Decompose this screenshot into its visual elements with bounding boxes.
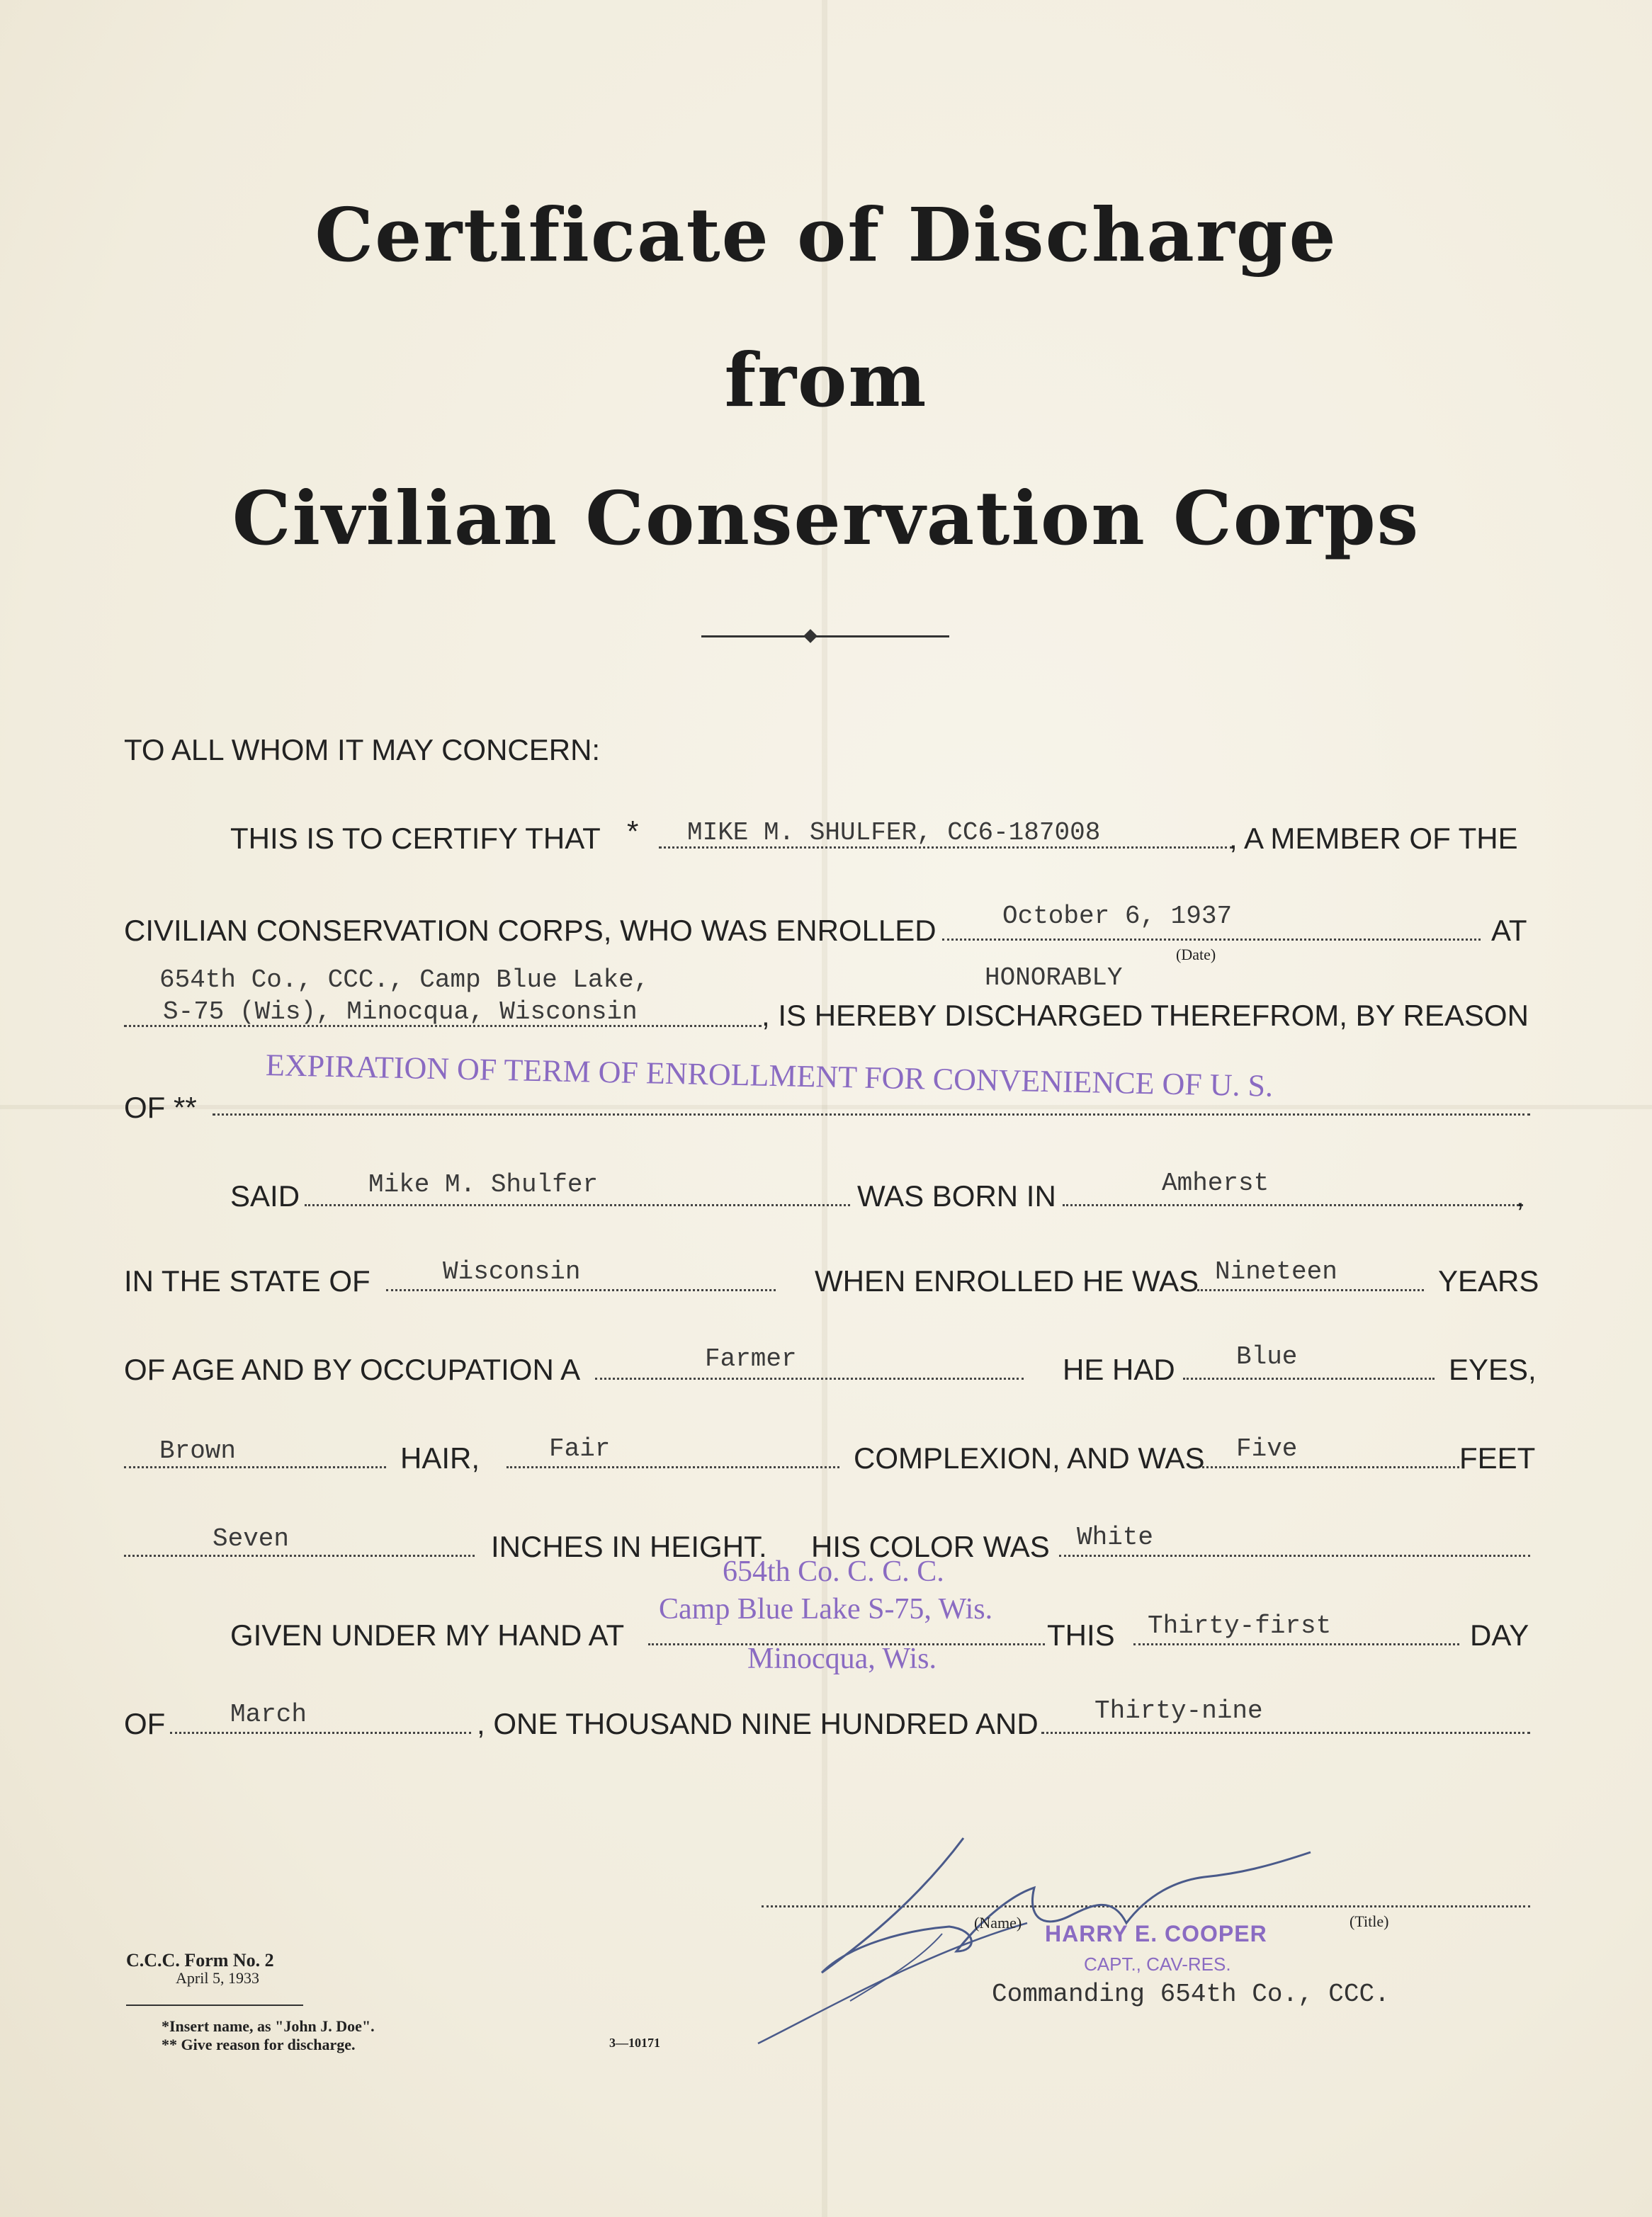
inches-line — [124, 1555, 475, 1557]
eyes-value: Blue — [1236, 1342, 1298, 1371]
name-value: MIKE M. SHULFER, CC6-187008 — [687, 818, 1101, 847]
feet-line — [1197, 1466, 1459, 1468]
he-had: HE HAD — [1063, 1353, 1175, 1386]
salutation: TO ALL WHOM IT MAY CONCERN: — [124, 733, 601, 766]
said-name-line — [305, 1204, 850, 1206]
enrolled-date-value: October 6, 1937 — [1002, 902, 1233, 931]
this-label: THIS — [1047, 1618, 1115, 1652]
month-value: March — [230, 1700, 307, 1729]
complexion-line — [507, 1466, 839, 1468]
of-label: OF — [124, 1707, 166, 1740]
date-caption: (Date) — [1176, 946, 1216, 963]
hair-value: Brown — [159, 1436, 237, 1465]
given-stamp-line-3: Minocqua, Wis. — [747, 1643, 937, 1675]
day-value: Thirty-first — [1148, 1611, 1332, 1640]
state-value: Wisconsin — [443, 1257, 581, 1286]
day-line — [1133, 1643, 1459, 1645]
given-place-line — [648, 1643, 1045, 1645]
hair-line — [124, 1466, 386, 1468]
title-line-3: Civilian Conservation Corps — [232, 475, 1420, 562]
said-name-value: Mike M. Shulfer — [368, 1170, 599, 1199]
when-enrolled: WHEN ENROLLED HE WAS — [815, 1264, 1199, 1298]
complexion-label: COMPLEXION, AND WAS — [854, 1441, 1205, 1475]
reason-stamp: EXPIRATION OF TERM OF ENROLLMENT FOR CONVENIENCE OF U. S. — [265, 1048, 1274, 1104]
footnote-1: *Insert name, as "John J. Doe". — [162, 2017, 375, 2035]
given-under: GIVEN UNDER MY HAND AT — [230, 1618, 625, 1652]
year-line — [1041, 1732, 1530, 1734]
reason-line — [213, 1113, 1530, 1116]
at-label: AT — [1491, 914, 1527, 947]
title-caption: (Title) — [1350, 1912, 1389, 1930]
ccc-enrolled: CIVILIAN CONSERVATION CORPS, WHO WAS ENROLLED — [124, 914, 937, 947]
name-caption: (Name) — [974, 1914, 1022, 1932]
inches-value: Seven — [213, 1524, 290, 1553]
feet-label: FEET — [1459, 1441, 1536, 1475]
signer-stamp-rank: CAPT., CAV-RES. — [1084, 1954, 1231, 1975]
location-line — [124, 1025, 762, 1027]
discharge-type-value: HONORABLY — [985, 963, 1123, 992]
day-label: DAY — [1470, 1618, 1529, 1652]
title-line-1: Certificate of Discharge — [315, 191, 1337, 278]
age-value: Nineteen — [1215, 1257, 1337, 1286]
occupation-value: Farmer — [705, 1344, 797, 1373]
of-double-asterisk: OF ** — [124, 1091, 197, 1124]
form-date: April 5, 1933 — [176, 1969, 259, 1987]
location-line-1: 654th Co., CCC., Camp Blue Lake, — [159, 965, 650, 994]
certify-prefix: THIS IS TO CERTIFY THAT — [230, 822, 601, 855]
was-born-in: WAS BORN IN — [857, 1179, 1056, 1213]
inches-height: INCHES IN HEIGHT. — [491, 1530, 767, 1563]
asterisk-marker: * — [627, 815, 639, 848]
given-stamp-line-2: Camp Blue Lake S-75, Wis. — [659, 1593, 993, 1626]
color-line — [1059, 1555, 1530, 1557]
occupation-line — [595, 1378, 1024, 1380]
in-state-of: IN THE STATE OF — [124, 1264, 370, 1298]
print-code: 3—10171 — [609, 2036, 660, 2050]
hair-label: HAIR, — [400, 1441, 480, 1475]
title-line-2: from — [724, 336, 928, 424]
signer-stamp-name: HARRY E. COOPER — [1045, 1921, 1267, 1946]
birthplace-line — [1063, 1204, 1523, 1206]
commanding-line: Commanding 654th Co., CCC. — [992, 1980, 1390, 2009]
feet-value: Five — [1236, 1434, 1298, 1463]
hereby-discharged: , IS HEREBY DISCHARGED THEREFROM, BY REASON — [762, 999, 1529, 1032]
footnote-2: ** Give reason for discharge. — [162, 2036, 356, 2053]
birthplace-value: Amherst — [1162, 1169, 1269, 1198]
month-line — [170, 1732, 471, 1734]
location-line-2: S-75 (Wis), Minocqua, Wisconsin — [163, 997, 638, 1026]
age-line — [1197, 1289, 1424, 1291]
said-label: SAID — [230, 1179, 300, 1213]
enrolled-date-line — [942, 939, 1481, 941]
color-value: White — [1077, 1523, 1154, 1552]
comma: , — [1516, 1179, 1524, 1213]
complexion-value: Fair — [549, 1434, 611, 1463]
state-line — [386, 1289, 776, 1291]
years-label: YEARS — [1438, 1264, 1539, 1298]
footnote-rule — [126, 2005, 303, 2006]
thousand-label: , ONE THOUSAND NINE HUNDRED AND — [477, 1707, 1039, 1740]
year-value: Thirty-nine — [1094, 1696, 1263, 1725]
given-stamp-line-1: 654th Co. C. C. C. — [723, 1555, 944, 1588]
member-of-the: , A MEMBER OF THE — [1229, 822, 1518, 855]
eyes-label: EYES, — [1449, 1353, 1537, 1386]
his-color: HIS COLOR WAS — [811, 1530, 1050, 1563]
form-number: C.C.C. Form No. 2 — [126, 1950, 274, 1971]
eyes-line — [1183, 1378, 1435, 1380]
age-occupation: OF AGE AND BY OCCUPATION A — [124, 1353, 581, 1386]
